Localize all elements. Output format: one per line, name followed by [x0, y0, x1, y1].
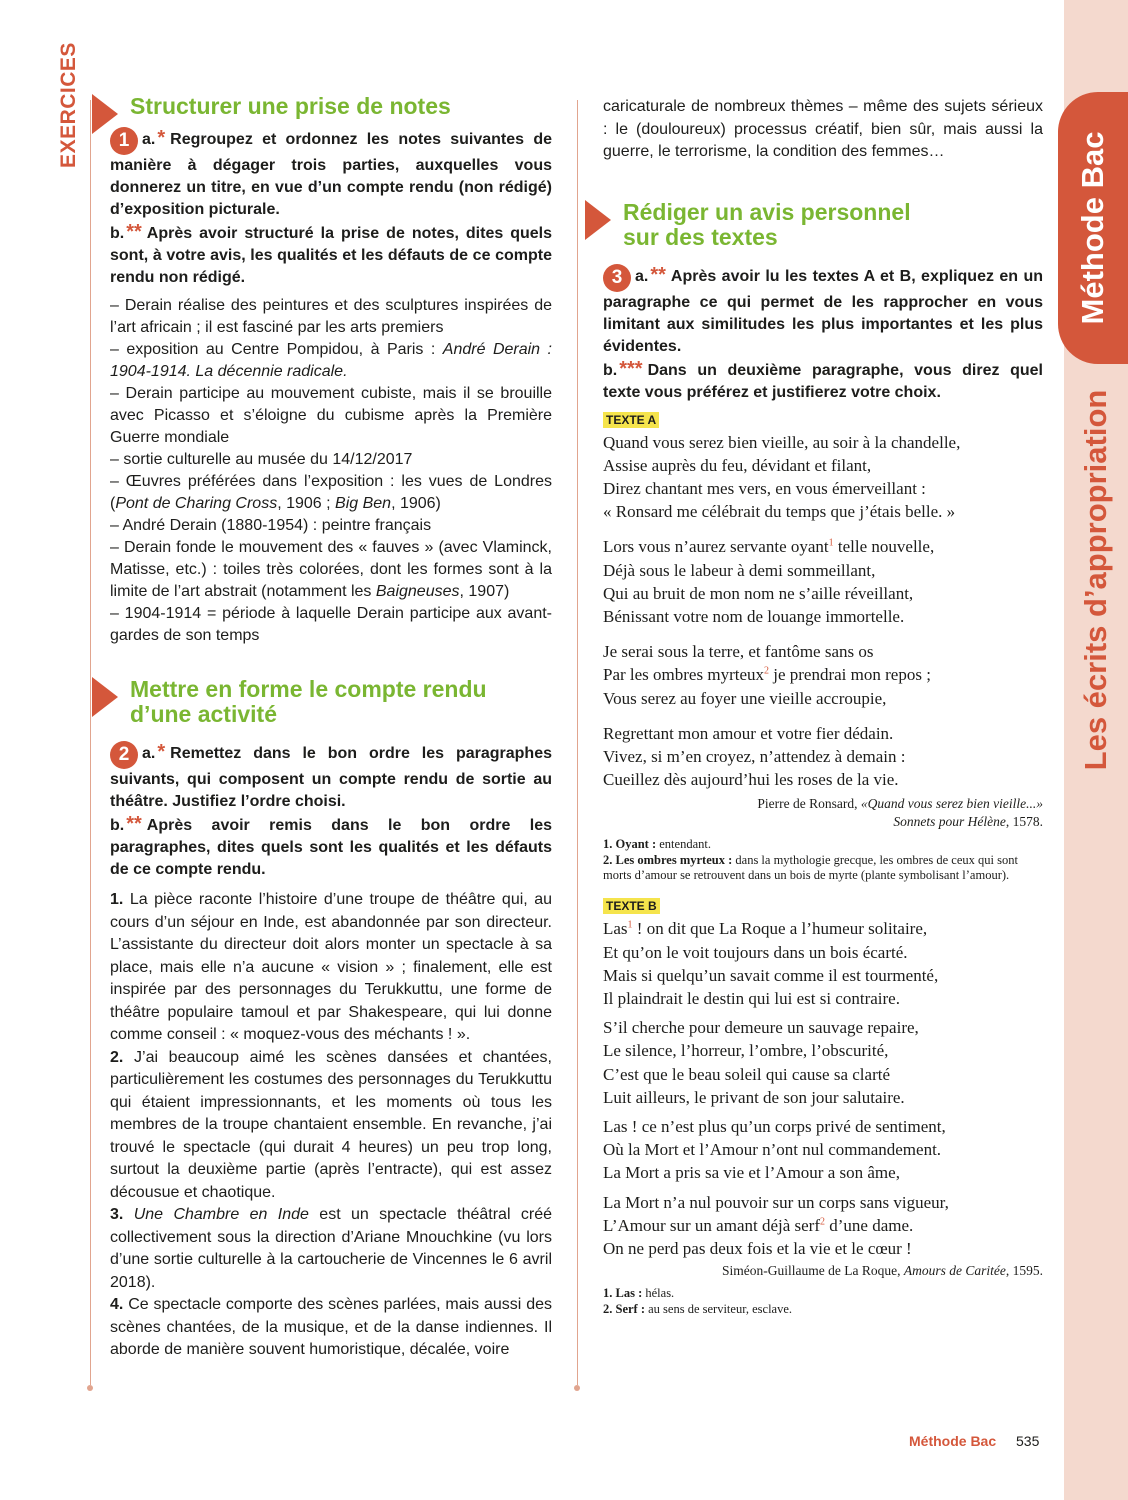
footnotes-texte-b — [603, 1286, 1043, 1317]
question-2b: b. ** Après avoir remis dans le bon ordre les paragraphes, dites quels sont les qualités et les défauts de ce compte rendu. — [110, 813, 552, 878]
right-column — [603, 96, 1043, 1318]
section-arrow-icon — [585, 200, 611, 240]
stanza — [603, 917, 1043, 1010]
tab-ecrits-appropriation[interactable] — [1070, 389, 1122, 771]
note-item: – exposition au Centre Pompidou, à Paris : André Derain : 1904-1914. La décennie radicale. — [110, 341, 552, 380]
footer-section-label: Méthode Bac — [909, 1433, 997, 1449]
footnote-marker: 1 — [627, 919, 633, 931]
verse: Direz chantant mes vers, en vous émerveillant : — [603, 478, 926, 498]
section-arrow-icon — [92, 94, 118, 134]
verse: Las ! ce n’est plus qu’un corps privé de sentiment, — [603, 1116, 946, 1136]
texte-a-label: TEXTE A — [603, 412, 659, 428]
verse: Je serai sous la terre, et fantôme sans os — [603, 642, 874, 662]
difficulty-stars: ** — [126, 813, 142, 835]
verse: Regrettant mon amour et votre fier dédain. — [603, 723, 894, 743]
footnote-marker: 1 — [828, 537, 834, 549]
section-title-line: Rédiger un avis personnel — [623, 198, 911, 225]
difficulty-stars: * — [157, 741, 166, 763]
verse: Quand vous serez bien vieille, au soir à la chandelle, — [603, 432, 961, 452]
paragraph-3: 3. Une Chambre en Inde est un spectacle théâtral créé collectivement sous la direction d’Ariane Mnouchkine (vu lors d’une sortie culturelle à la cartoucherie de Vincennes le 6 avril 2018). — [110, 1206, 552, 1291]
verse: Cueillez dès aujourd’hui les roses de la vie. — [603, 770, 899, 790]
note-item: – Derain participe au mouvement cubiste, mais il se brouille avec Picasso et s’éloigne du cubisme après la Première Guerre mondiale — [110, 385, 552, 446]
left-column-rule — [90, 100, 91, 1385]
note-item: – Œuvres préférées dans l’exposition : les vues de Londres (Pont de Charing Cross, 1906 ; Big Ben, 1906) — [110, 473, 552, 512]
question-3b: b. *** Dans un deuxième paragraphe, vous direz quel texte vous préférez et justifierez votre choix. — [603, 357, 1043, 401]
difficulty-stars: * — [157, 127, 166, 149]
section-rediger-avis — [603, 200, 1043, 250]
paragraph-1: 1. La pièce raconte l’histoire d’une troupe de théâtre qui, au cours d’un séjour en Inde, est abandonnée par son directeur. L’assistante du directeur doit alors monter un spectacle à sa place, mais elle n’a aucune « vision » ; finalement, elle est inspirée par des personnages du Terukkuttu, une forme de théâtre populaire tamoul et par Shakespeare, qui lui donne comme conseil : « moquez-vous des méchants ! ». — [110, 891, 552, 1043]
verse: Luit ailleurs, le privant de son jour salutaire. — [603, 1087, 905, 1107]
verse: Bénissant votre nom de louange immortelle. — [603, 606, 905, 626]
tab-methode-bac-label: Méthode Bac — [1075, 131, 1110, 325]
question-2a: 2 a. * Remettez dans le bon ordre les paragraphes suivants, qui composent un compte rendu de sortie au théâtre. Justifiez l’ordre choisi. — [110, 741, 552, 810]
difficulty-stars: *** — [619, 357, 643, 380]
verse: C’est que le beau soleil qui cause sa clarté — [603, 1064, 890, 1084]
question-number-badge: 1 — [110, 127, 138, 155]
left-column — [110, 88, 552, 1362]
verse: Assise auprès du feu, dévidant et filant, — [603, 455, 872, 475]
verse: Et qu’on le voit toujours dans un bois écarté. — [603, 942, 908, 962]
section-arrow-icon — [92, 677, 118, 717]
question-number-badge: 3 — [603, 264, 631, 292]
stanza — [603, 1115, 1043, 1185]
note-item: – Derain fonde le mouvement des « fauves » (avec Vlaminck, Matisse, etc.) : toiles très colorées, dont les formes sont à la limite de l’art abstrait (notamment les Baigneuses, 1907) — [110, 539, 552, 600]
question-1b: b. ** Après avoir structuré la prise de notes, dites quels sont, à votre avis, les qualités et les défauts de ce compte rendu non rédigé. — [110, 221, 552, 286]
verse: Déjà sous le labeur à demi sommeillant, — [603, 560, 876, 580]
question-3a: 3 a. ** Après avoir lu les textes A et B, expliquez en un paragraphe ce qui permet de les rapprocher en vous limitant aux similitudes les plus importantes et les plus évidentes. — [603, 263, 1043, 355]
note-item: – sortie culturelle au musée du 14/12/2017 — [110, 451, 413, 468]
section-title-line: sur des textes — [623, 223, 778, 250]
footnote: 1. Oyant : entendant. — [603, 837, 711, 852]
verse: La Mort n’a nul pouvoir sur un corps sans vigueur, — [603, 1192, 949, 1212]
page-footer — [880, 1433, 1050, 1453]
section-title: Structurer une prise de notes — [130, 93, 451, 119]
verse: Par les ombres myrteux$^2$ je prendrai mon repos ; — [603, 665, 931, 685]
poem-texte-b — [603, 917, 1043, 1260]
paragraph-4-continued: caricaturale de nombreux thèmes – même des sujets sérieux : le (douloureux) processus créatif, bien sûr, mais aussi la guerre, le terrorisme, la condition des femmes… — [603, 98, 1043, 160]
difficulty-stars: ** — [650, 263, 666, 286]
verse: Vous serez au foyer une vieille accroupie, — [603, 688, 887, 708]
right-column-rule — [577, 100, 578, 1385]
verse: Las$^1$ ! on dit que La Roque a l’humeur solitaire, — [603, 919, 928, 939]
verse: On ne perd pas deux fois et la vie et le cœur ! — [603, 1238, 912, 1258]
stanza — [603, 1191, 1043, 1261]
note-item: – Derain réalise des peintures et des sculptures inspirées de l’art africain ; il est fasciné par les arts premiers — [110, 297, 552, 336]
verse: Mais si quelqu’un savait comme il est tourmenté, — [603, 965, 939, 985]
tab-methode-bac[interactable] — [1058, 92, 1128, 364]
citation-texte-a: Pierre de Ronsard, «Quand vous serez bien vieille...» Sonnets pour Hélène, 1578. — [757, 796, 1043, 830]
verse: L’Amour sur un amant déjà serf$^2$ d’une dame. — [603, 1215, 914, 1235]
verse: Le silence, l’horreur, l’ombre, l’obscurité, — [603, 1041, 889, 1061]
verse: Il plaindrait le destin qui lui est si contraire. — [603, 988, 900, 1008]
footnote-marker: 2 — [764, 665, 769, 677]
footnote: 2. Les ombres myrteux : dans la mythologie grecque, les ombres de ceux qui sont morts d’amour se retrouvent dans un bois de myrte (plante symbolisant l’amour). — [603, 853, 1018, 883]
verse: Qui au bruit de mon nom ne s’aille réveillant, — [603, 583, 914, 603]
footnote-marker: 2 — [820, 1216, 826, 1228]
citation-texte-b: Siméon-Guillaume de La Roque, Amours de Caritée, 1595. — [722, 1263, 1043, 1279]
question-1a: 1 a. * Regroupez et ordonnez les notes suivantes de manière à dégager trois parties, auxquelles vous donnerez un titre, en vue d’un compte rendu (non rédigé) d’exposition picturale. — [110, 127, 552, 218]
verse: La Mort a pris sa vie et l’Amour a son âme, — [603, 1163, 900, 1183]
exercices-label: EXERCICES — [57, 42, 80, 168]
difficulty-stars: ** — [126, 221, 142, 243]
page-number: 535 — [1016, 1433, 1040, 1449]
paragraphs — [110, 889, 552, 1362]
paragraph-2: 2. J’ai beaucoup aimé les scènes dansées et chantées, particulièrement les costumes des personnages du Terukkuttu qui étaient impressionnants, et les moments où tous les membres de la troupe chantaient ensemble. En revanche, j’ai trouvé le spectacle (qui durait 4 heures) un peu trop long, surtout la deuxième partie (après l’entracte), qui est assez décousue et chaotique. — [110, 1048, 552, 1201]
stanza — [603, 722, 1043, 792]
texte-b-label: TEXTE B — [603, 898, 660, 914]
poem-texte-a — [603, 431, 1043, 792]
notes-list — [110, 295, 552, 647]
section-title-line: d’une activité — [130, 701, 277, 727]
footnotes-texte-a — [603, 837, 1043, 883]
stanza — [603, 431, 1043, 524]
tab-ecrits-label: Les écrits d’appropriation — [1078, 389, 1113, 771]
stanza — [603, 535, 1043, 628]
note-item: – 1904-1914 = période à laquelle Derain participe aux avant-gardes de son temps — [110, 605, 552, 644]
verse: « Ronsard me célébrait du temps que j’étais belle. » — [603, 502, 956, 522]
footnote: 1. Las : hélas. — [603, 1286, 675, 1301]
section-title-line: Mettre en forme le compte rendu — [130, 676, 487, 702]
stanza — [603, 640, 1043, 710]
verse: Lors vous n’aurez servante oyant$^1$ telle nouvelle, — [603, 537, 935, 557]
section-mettre-en-forme — [110, 677, 552, 727]
verse: Vivez, si m’en croyez, n’attendez à demain : — [603, 746, 906, 766]
verse: S’il cherche pour demeure un sauvage repaire, — [603, 1018, 919, 1038]
verse: Où la Mort et l’Amour n’ont nul commandement. — [603, 1140, 942, 1160]
section-structurer — [110, 94, 552, 119]
paragraph-4: 4. Ce spectacle comporte des scènes parlées, mais aussi des scènes chantées, de la musique, et de la danse indiennes. Il aborde de manière souvent humoristique, décalée, voire — [110, 1296, 552, 1358]
stanza — [603, 1016, 1043, 1109]
question-number-badge: 2 — [110, 741, 138, 769]
footnote: 2. Serf : au sens de serviteur, esclave. — [603, 1302, 793, 1317]
note-item: – André Derain (1880-1954) : peintre français — [110, 517, 432, 534]
